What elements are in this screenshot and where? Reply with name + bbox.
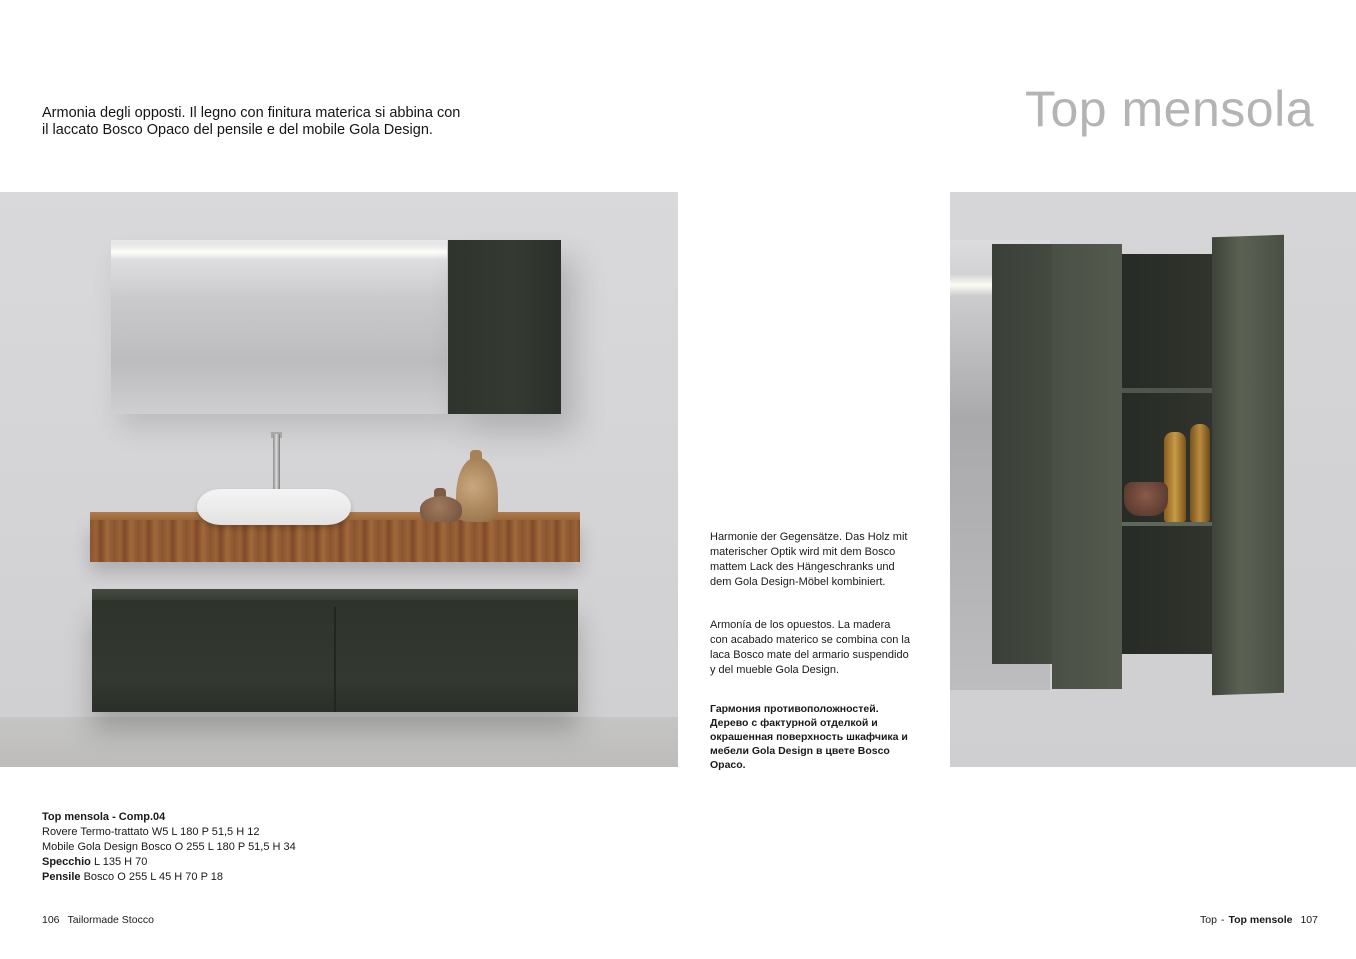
vase-large [456, 458, 498, 522]
main-bathroom-photo [0, 192, 678, 767]
footer-subsection: Top mensole [1228, 914, 1293, 926]
page-number-left: 106 [42, 914, 60, 926]
section-title: Top mensola [1025, 81, 1314, 137]
paragraph-spanish: Armonía de los opuestos. La madera con acabado materico se combina con la laca Bosco mate del armario suspendido y del mueble Gola Design. [710, 619, 910, 676]
base-cabinet-split [334, 607, 336, 712]
cabinet-detail-photo [950, 192, 1356, 767]
vase-small [420, 496, 462, 522]
specs-line-2: Mobile Gola Design Bosco O 255 L 180 P 51,5 H 34 [42, 841, 296, 853]
floor [0, 717, 678, 767]
glass-bowl [1124, 482, 1168, 516]
specs-specchio-value: L 135 H 70 [90, 856, 148, 868]
specs-title: Top mensola - Comp.04 [42, 811, 166, 823]
intro-text: Armonia degli opposti. Il legno con finitura materica si abbina con il laccato Bosco Opaco del pensile e del mobile Gola Design. [42, 105, 461, 138]
footer-brand: Tailormade Stocco [67, 914, 154, 926]
mirror-led-light [111, 244, 447, 260]
bottle [1190, 424, 1210, 522]
specs-pensile-label: Pensile [42, 871, 81, 883]
footer-separator: - [1220, 914, 1225, 926]
product-specs [42, 810, 296, 885]
cabinet-shelf [1122, 388, 1214, 393]
page-number-right: 107 [1300, 914, 1318, 926]
mirror [111, 240, 447, 414]
cabinet-door-open [1212, 235, 1284, 696]
footer-left [42, 914, 154, 926]
wall-cabinet [448, 240, 561, 414]
specs-line-1: Rovere Termo-trattato W5 L 180 P 51,5 H 12 [42, 826, 260, 838]
footer-right [1200, 914, 1318, 926]
paragraph-russian: Гармония противоположностей. Дерево с фактурной отделкой и окрашенная поверхность шкафчика и мебели Gola Design в цвете Bosco Opaco. [710, 703, 908, 771]
paragraph-german: Harmonie der Gegensätze. Das Holz mit materischer Optik wird mit dem Bosco mattem Lack des Hängeschranks und dem Gola Design-Möbel kombiniert. [710, 531, 908, 588]
glass-shelf [1122, 522, 1214, 526]
washbasin [197, 489, 351, 525]
wood-shelf [90, 520, 580, 562]
specs-specchio-label: Specchio [42, 856, 91, 868]
footer-section: Top [1200, 914, 1217, 926]
cabinet-front [1052, 244, 1122, 689]
cabinet-side [992, 244, 1052, 664]
specs-pensile-value: Bosco O 255 L 45 H 70 P 18 [80, 871, 224, 883]
bottle [1164, 432, 1186, 522]
faucet [273, 434, 280, 490]
